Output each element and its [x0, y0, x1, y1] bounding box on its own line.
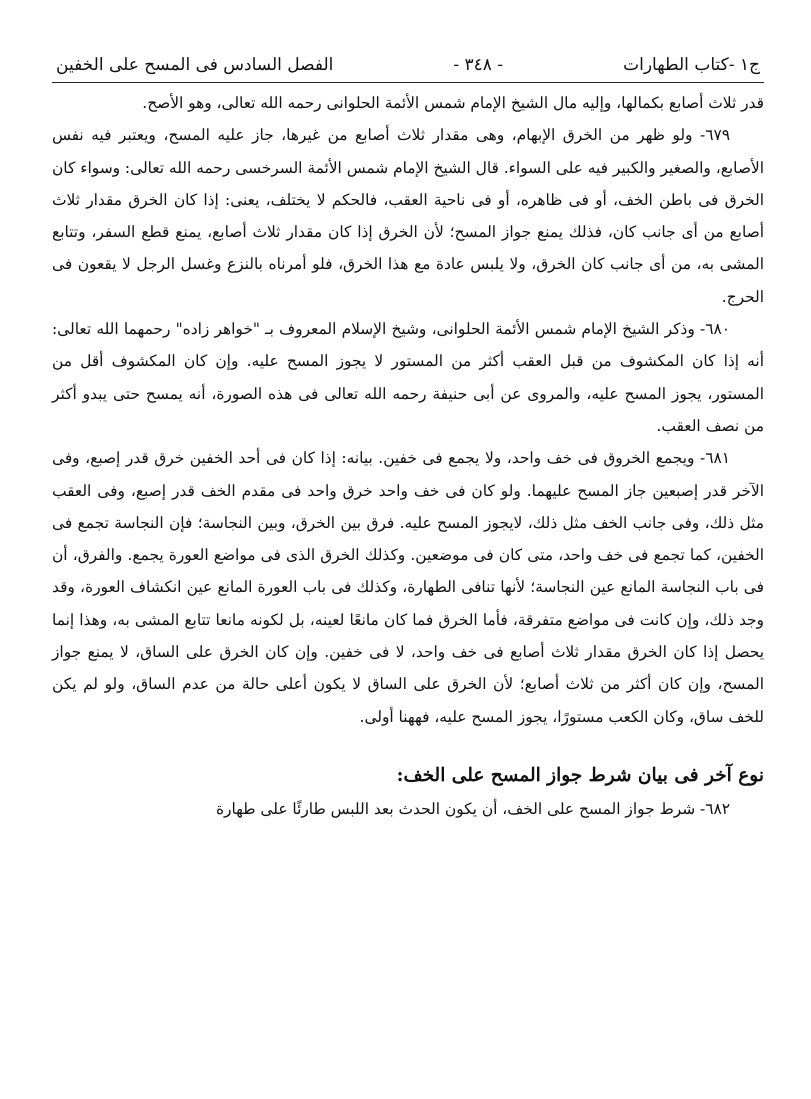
paragraph-680: ٦٨٠- وذكر الشيخ الإمام شمس الأئمة الحلوانى، وشيخ الإسلام المعروف بـ "خواهر زاده" رحمهما الله تعالى: أنه إذا كان المكشوف من قبل العقب أكثر من المستور لا يجوز المسح عليه. وإن كان المكشوف أقل من المستور، يجوز المسح عليه، والمروى عن أبى حنيفة رحمه الله تعالى فى هذه الصورة، أنه يمسح حتى يبدو أكثر من نصف العقب.: [52, 320, 764, 435]
body-text: [52, 87, 764, 733]
paragraph-682: ٦٨٢- شرط جواز المسح على الخف، أن يكون الحدث بعد اللبس طارئًا على طهارة: [215, 799, 730, 818]
page-number: - ٣٤٨ -: [453, 55, 504, 75]
paragraph-679: ٦٧٩- ولو ظهر من الخرق الإبهام، وهى مقدار ثلاث أصابع من غيرها، جاز عليه المسح، ويعتبر فيه نفس الأصابع، والصغير والكبير فيه على السواء. قال الشيخ الإمام شمس الأئمة السرخسى رحمه الله تعالى: وسواء كان الخرق فى باطن الخف، أو فى ظاهره، أو فى ناحية العقب، فالحكم لا يختلف، يعنى: إذا كان الخرق مقدار ثلاث أصابع من أى جانب كان، فذلك يمنع جواز المسح؛ لأن الخرق إذا كان مقدار ثلاث أصابع، يمنع قطع السفر، وتتابع المشى به، من أى جانب كان الخرق، ولا يلبس عادة مع هذا الخرق، فلو أمرناه بالنزع وغسل الرجل لا يقعون فى الحرج.: [52, 126, 765, 306]
header-volume-chapter: ج١ -كتاب الطهارات: [623, 55, 760, 75]
paragraph-681: ٦٨١- ويجمع الخروق فى خف واحد، ولا يجمع فى خفين. بيانه: إذا كان فى أحد الخفين خرق قدر إصبع، وفى الآخر قدر إصبعين جاز المسح عليهما. ولو كان فى خف واحد خرق واحد فى مقدم الخف قدر إصبع، وفى العقب مثل ذلك، وفى جانب الخف مثل ذلك، لايجوز المسح عليه. فرق بين الخرق، وبين النجاسة؛ فإن النجاسة تجمع فى الخفين، كما تجمع فى خف واحد، متى كان فى موضعين. وكذلك الخرق الذى فى مواضع العورة يجمع. والفرق، أن فى باب النجاسة المانع عين النجاسة؛ لأنها تنافى الطهارة، وكذلك فى باب العورة المانع عين انكشاف العورة، وقد وجد ذلك، وإن كانت فى مواضع متفرقة، فأما الخرق فما كان مانعًا لعينه، بل لكونه مانعا تتابع المشى به، وهذا إنما يحصل إذا كان الخرق مقدار ثلاث أصابع فى خف واحد، لا فى خفين. وإن كان الخرق على الساق، لا يمنع جواز المسح، وإن كان أكثر من ثلاث أصابع؛ لأن الخرق على الساق لا يكون أعلى حالة من عدم الساق، ولو لم يكن للخف ساق، وكان الكعب مستورًا، يجوز المسح عليه، فههنا أولى.: [52, 449, 764, 726]
section-heading: نوع آخر فى بيان شرط جواز المسح على الخف:: [396, 764, 764, 786]
paragraph-continuation: قدر ثلاث أصابع بكمالها، وإليه مال الشيخ الإمام شمس الأئمة الحلوانى رحمه الله تعالى، وهو الأصح.: [142, 94, 764, 112]
running-header: [52, 48, 764, 83]
header-section-title: الفصل السادس فى المسح على الخفين: [56, 55, 334, 75]
book-page: [52, 48, 764, 825]
